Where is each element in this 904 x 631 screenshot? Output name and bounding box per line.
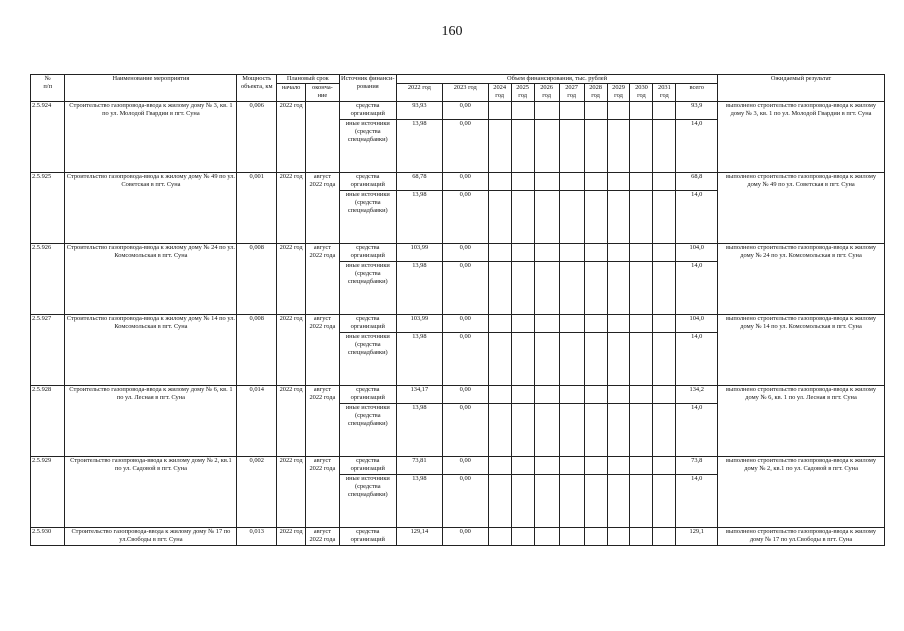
row-empty-cell	[511, 172, 534, 190]
row-empty-cell	[559, 456, 584, 474]
row-empty-cell	[584, 261, 607, 314]
row-empty-cell	[607, 172, 630, 190]
row-empty-cell	[488, 172, 511, 190]
row-name: Строительство газопровода-ввода к жилому дому № 6, кв. 1 по ул. Лесная в пгт. Суна	[65, 385, 237, 456]
row-empty-cell	[559, 261, 584, 314]
header-year: 2031 год	[653, 84, 676, 101]
row-amount-2023: 0,00	[442, 243, 488, 261]
row-empty-cell	[653, 243, 676, 261]
row-empty-cell	[534, 456, 559, 474]
row-amount-2023: 0,00	[442, 332, 488, 385]
row-total: 14,0	[676, 332, 718, 385]
row-empty-cell	[511, 190, 534, 243]
row-amount-2023: 0,00	[442, 172, 488, 190]
header-total: всего	[676, 84, 718, 101]
row-source: иные источники (средства спецнадбавки)	[339, 474, 396, 527]
row-empty-cell	[584, 172, 607, 190]
row-amount-2023: 0,00	[442, 314, 488, 332]
row-empty-cell	[488, 243, 511, 261]
row-name: Строительство газопровода-ввода к жилому дому № 49 по ул. Советская в пгт. Суна	[65, 172, 237, 243]
row-empty-cell	[607, 243, 630, 261]
row-empty-cell	[559, 527, 584, 545]
row-total: 14,0	[676, 190, 718, 243]
table-row	[31, 101, 885, 119]
row-empty-cell	[511, 474, 534, 527]
row-amount-2023: 0,00	[442, 403, 488, 456]
row-total: 104,0	[676, 243, 718, 261]
row-empty-cell	[488, 474, 511, 527]
row-empty-cell	[488, 456, 511, 474]
row-empty-cell	[607, 190, 630, 243]
row-total: 93,9	[676, 101, 718, 119]
row-empty-cell	[488, 101, 511, 119]
row-empty-cell	[534, 527, 559, 545]
row-end: август 2022 года	[306, 527, 339, 545]
row-empty-cell	[488, 332, 511, 385]
row-num: 2.5.925	[31, 172, 65, 243]
row-source: средства организаций	[339, 456, 396, 474]
row-empty-cell	[607, 332, 630, 385]
row-empty-cell	[488, 119, 511, 172]
row-amount-2022: 134,17	[396, 385, 442, 403]
row-amount-2022: 73,81	[396, 456, 442, 474]
row-result: выполнено строительство газопровода-ввода к жилому дому № 2, кв.1 по ул. Садовой в пгт. Суна	[718, 456, 885, 527]
row-start: 2022 год	[277, 456, 306, 527]
row-total: 14,0	[676, 403, 718, 456]
row-empty-cell	[653, 403, 676, 456]
row-empty-cell	[488, 385, 511, 403]
row-amount-2023: 0,00	[442, 474, 488, 527]
row-empty-cell	[653, 101, 676, 119]
row-empty-cell	[559, 172, 584, 190]
row-amount-2022: 13,98	[396, 190, 442, 243]
header-start: начало	[277, 84, 306, 101]
header-plan-period: Плановый срок	[277, 75, 340, 84]
row-empty-cell	[511, 314, 534, 332]
row-source: иные источники (средства спецнадбавки)	[339, 190, 396, 243]
row-empty-cell	[653, 332, 676, 385]
row-empty-cell	[559, 403, 584, 456]
table-row	[31, 314, 885, 332]
row-empty-cell	[607, 385, 630, 403]
row-empty-cell	[511, 385, 534, 403]
row-source: средства организаций	[339, 172, 396, 190]
row-end: август 2022 года	[306, 243, 339, 314]
row-empty-cell	[511, 101, 534, 119]
row-empty-cell	[534, 101, 559, 119]
row-power: 0,008	[237, 243, 277, 314]
row-empty-cell	[630, 314, 653, 332]
row-empty-cell	[534, 474, 559, 527]
header-name: Наименование мероприятия	[65, 75, 237, 102]
row-empty-cell	[630, 456, 653, 474]
row-empty-cell	[534, 332, 559, 385]
row-empty-cell	[584, 527, 607, 545]
table-header	[31, 75, 885, 102]
header-source: Источник финанси-рования	[339, 75, 396, 102]
row-empty-cell	[584, 314, 607, 332]
header-year: 2028 год	[584, 84, 607, 101]
row-empty-cell	[511, 243, 534, 261]
row-empty-cell	[630, 527, 653, 545]
row-result: выполнено строительство газопровода-ввода к жилому дому № 24 по ул. Комсомольская в пгт. Суна	[718, 243, 885, 314]
table-row	[31, 527, 885, 545]
row-total: 14,0	[676, 119, 718, 172]
row-total: 14,0	[676, 261, 718, 314]
row-empty-cell	[559, 119, 584, 172]
row-num: 2.5.927	[31, 314, 65, 385]
row-empty-cell	[630, 119, 653, 172]
row-source: иные источники (средства спецнадбавки)	[339, 119, 396, 172]
row-empty-cell	[653, 314, 676, 332]
row-empty-cell	[559, 385, 584, 403]
row-empty-cell	[559, 190, 584, 243]
row-total: 129,1	[676, 527, 718, 545]
row-start: 2022 год	[277, 101, 306, 172]
row-power: 0,001	[237, 172, 277, 243]
row-empty-cell	[607, 456, 630, 474]
row-amount-2023: 0,00	[442, 385, 488, 403]
row-empty-cell	[511, 261, 534, 314]
row-start: 2022 год	[277, 385, 306, 456]
row-amount-2023: 0,00	[442, 527, 488, 545]
row-empty-cell	[584, 403, 607, 456]
row-empty-cell	[488, 527, 511, 545]
table-row	[31, 456, 885, 474]
row-empty-cell	[559, 474, 584, 527]
row-empty-cell	[653, 385, 676, 403]
header-result: Ожидаемый результат	[718, 75, 885, 102]
table-body	[31, 101, 885, 545]
row-empty-cell	[630, 261, 653, 314]
row-empty-cell	[630, 190, 653, 243]
row-empty-cell	[584, 119, 607, 172]
row-empty-cell	[653, 190, 676, 243]
row-empty-cell	[653, 119, 676, 172]
row-power: 0,014	[237, 385, 277, 456]
row-amount-2023: 0,00	[442, 101, 488, 119]
header-year: 2023 год	[442, 84, 488, 101]
header-num: № п/п	[31, 75, 65, 102]
row-empty-cell	[534, 314, 559, 332]
row-empty-cell	[607, 527, 630, 545]
row-empty-cell	[559, 101, 584, 119]
row-source: средства организаций	[339, 243, 396, 261]
page-number: 160	[441, 24, 463, 39]
row-empty-cell	[630, 403, 653, 456]
row-num: 2.5.929	[31, 456, 65, 527]
row-empty-cell	[534, 172, 559, 190]
row-empty-cell	[511, 119, 534, 172]
row-empty-cell	[584, 190, 607, 243]
row-empty-cell	[630, 332, 653, 385]
row-empty-cell	[584, 456, 607, 474]
row-amount-2022: 129,14	[396, 527, 442, 545]
row-empty-cell	[653, 172, 676, 190]
row-empty-cell	[488, 314, 511, 332]
row-empty-cell	[607, 314, 630, 332]
row-empty-cell	[630, 172, 653, 190]
financing-table	[30, 74, 885, 546]
row-empty-cell	[653, 474, 676, 527]
row-source: средства организаций	[339, 314, 396, 332]
header-year: 2025 год	[511, 84, 534, 101]
row-amount-2023: 0,00	[442, 119, 488, 172]
row-end	[306, 101, 339, 172]
row-empty-cell	[584, 243, 607, 261]
row-amount-2022: 103,99	[396, 314, 442, 332]
row-empty-cell	[607, 403, 630, 456]
header-year: 2026 год	[534, 84, 559, 101]
row-empty-cell	[534, 403, 559, 456]
row-result: выполнено строительство газопровода-ввода к жилому дому № 17 по ул.Свободы в пгт. Суна	[718, 527, 885, 545]
row-result: выполнено строительство газопровода-ввода к жилому дому № 3, кв. 1 по ул. Молодой Гвардии в пгт. Суна	[718, 101, 885, 172]
table-row	[31, 172, 885, 190]
row-empty-cell	[584, 332, 607, 385]
row-empty-cell	[559, 314, 584, 332]
row-empty-cell	[584, 385, 607, 403]
row-empty-cell	[630, 101, 653, 119]
header-end: оконча-ние	[306, 84, 339, 101]
row-source: средства организаций	[339, 101, 396, 119]
row-amount-2022: 13,98	[396, 261, 442, 314]
row-empty-cell	[511, 403, 534, 456]
row-amount-2023: 0,00	[442, 190, 488, 243]
row-empty-cell	[488, 261, 511, 314]
row-empty-cell	[534, 385, 559, 403]
row-empty-cell	[607, 119, 630, 172]
row-empty-cell	[559, 332, 584, 385]
row-end: август 2022 года	[306, 172, 339, 243]
row-source: средства организаций	[339, 527, 396, 545]
header-year: 2022 год	[396, 84, 442, 101]
row-empty-cell	[559, 243, 584, 261]
row-num: 2.5.930	[31, 527, 65, 545]
row-empty-cell	[653, 456, 676, 474]
row-source: иные источники (средства спецнадбавки)	[339, 332, 396, 385]
row-empty-cell	[653, 527, 676, 545]
row-end: август 2022 года	[306, 385, 339, 456]
row-amount-2022: 13,98	[396, 474, 442, 527]
row-total: 134,2	[676, 385, 718, 403]
row-amount-2023: 0,00	[442, 456, 488, 474]
row-empty-cell	[511, 527, 534, 545]
row-amount-2022: 13,98	[396, 332, 442, 385]
row-empty-cell	[534, 261, 559, 314]
row-power: 0,002	[237, 456, 277, 527]
row-empty-cell	[534, 243, 559, 261]
header-power: Мощность объекта, км	[237, 75, 277, 102]
row-total: 104,0	[676, 314, 718, 332]
row-source: средства организаций	[339, 385, 396, 403]
row-result: выполнено строительство газопровода-ввода к жилому дому № 14 по ул. Комсомольская в пгт. Суна	[718, 314, 885, 385]
row-empty-cell	[584, 474, 607, 527]
header-year: 2024 год	[488, 84, 511, 101]
row-empty-cell	[607, 261, 630, 314]
row-total: 14,0	[676, 474, 718, 527]
header-year: 2029 год	[607, 84, 630, 101]
header-finance: Объем финансирования, тыс. рублей	[396, 75, 717, 84]
row-name: Строительство газопровода-ввода к жилому дому № 2, кв.1 по ул. Садовой в пгт. Суна	[65, 456, 237, 527]
row-amount-2022: 68,78	[396, 172, 442, 190]
row-start: 2022 год	[277, 172, 306, 243]
row-result: выполнено строительство газопровода-ввода к жилому дому № 6, кв. 1 по ул. Лесная в пгт. Суна	[718, 385, 885, 456]
header-year: 2027 год	[559, 84, 584, 101]
row-start: 2022 год	[277, 243, 306, 314]
row-empty-cell	[607, 474, 630, 527]
row-empty-cell	[534, 190, 559, 243]
row-amount-2022: 103,99	[396, 243, 442, 261]
row-power: 0,006	[237, 101, 277, 172]
row-source: иные источники (средства спецнадбавки)	[339, 261, 396, 314]
table-row	[31, 243, 885, 261]
row-result: выполнено строительство газопровода-ввода к жилому дому № 49 по ул. Советская в пгт. Суна	[718, 172, 885, 243]
row-source: иные источники (средства спецнадбавки)	[339, 403, 396, 456]
row-empty-cell	[630, 474, 653, 527]
row-amount-2022: 93,93	[396, 101, 442, 119]
row-empty-cell	[607, 101, 630, 119]
row-empty-cell	[511, 456, 534, 474]
row-name: Строительство газопровода-ввода к жилому дому № 3, кв. 1 по ул. Молодой Гвардии в пгт. Суна	[65, 101, 237, 172]
row-total: 73,8	[676, 456, 718, 474]
header-year: 2030 год	[630, 84, 653, 101]
row-amount-2022: 13,98	[396, 119, 442, 172]
row-amount-2022: 13,98	[396, 403, 442, 456]
table-row	[31, 385, 885, 403]
row-empty-cell	[653, 261, 676, 314]
row-empty-cell	[488, 190, 511, 243]
row-num: 2.5.924	[31, 101, 65, 172]
row-empty-cell	[630, 385, 653, 403]
row-end: август 2022 года	[306, 314, 339, 385]
row-start: 2022 год	[277, 527, 306, 545]
row-name: Строительство газопровода-ввода к жилому дому № 17 по ул.Свободы в пгт. Суна	[65, 527, 237, 545]
row-name: Строительство газопровода-ввода к жилому дому № 14 по ул. Комсомольская в пгт. Суна	[65, 314, 237, 385]
row-num: 2.5.926	[31, 243, 65, 314]
row-empty-cell	[488, 403, 511, 456]
row-empty-cell	[630, 243, 653, 261]
row-empty-cell	[511, 332, 534, 385]
row-empty-cell	[534, 119, 559, 172]
row-start: 2022 год	[277, 314, 306, 385]
row-end: август 2022 года	[306, 456, 339, 527]
row-power: 0,013	[237, 527, 277, 545]
row-total: 68,8	[676, 172, 718, 190]
row-amount-2023: 0,00	[442, 261, 488, 314]
row-num: 2.5.928	[31, 385, 65, 456]
row-empty-cell	[584, 101, 607, 119]
row-name: Строительство газопровода-ввода к жилому дому № 24 по ул. Комсомольская в пгт. Суна	[65, 243, 237, 314]
row-power: 0,008	[237, 314, 277, 385]
